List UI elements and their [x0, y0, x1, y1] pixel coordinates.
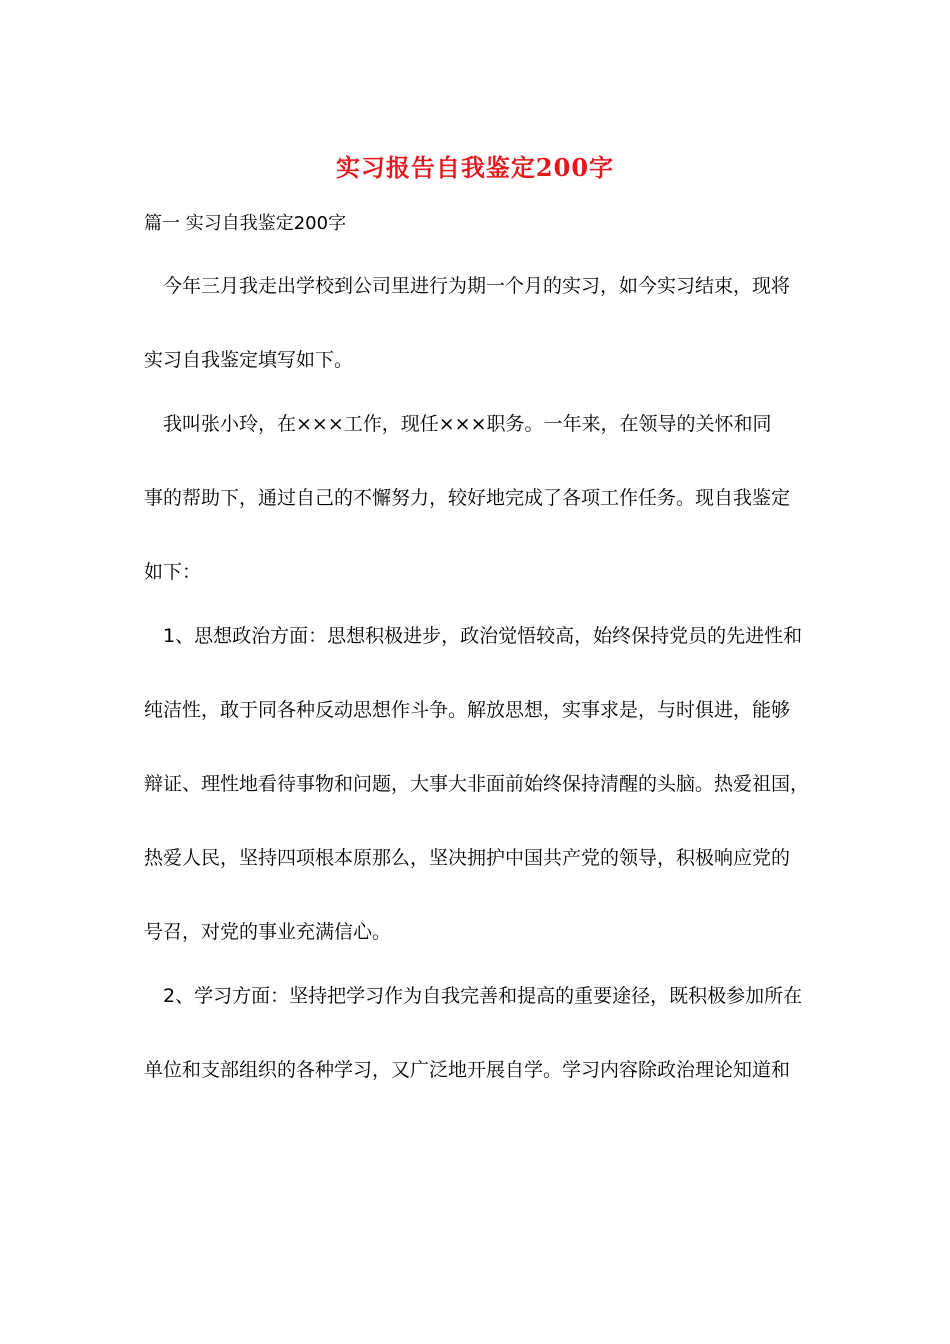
section-heading: 篇一 实习自我鉴定200字 [144, 213, 347, 234]
paragraph-line: 事的帮助下，通过自己的不懈努力，较好地完成了各项工作任务。现自我鉴定 [144, 487, 791, 509]
paragraph-line: 实习自我鉴定填写如下。 [144, 349, 354, 371]
paragraph-line: 如下： [144, 561, 202, 583]
paragraph-line: 热爱人民，坚持四项根本原那么，坚决拥护中国共产党的领导，积极响应党的 [144, 847, 791, 869]
paragraph-line: 1、思想政治方面：思想积极进步，政治觉悟较高，始终保持党员的先进性和 [163, 625, 803, 647]
paragraph-line: 纯洁性，敢于同各种反动思想作斗争。解放思想，实事求是，与时俱进，能够 [144, 699, 791, 721]
paragraph-line: 辩证、理性地看待事物和问题，大事大非面前始终保持清醒的头脑。热爱祖国， [144, 773, 810, 795]
paragraph-line: 我叫张小玲，在×××工作，现任×××职务。一年来，在领导的关怀和同 [163, 413, 772, 435]
paragraph-line: 号召，对党的事业充满信心。 [144, 921, 392, 943]
paragraph-line: 今年三月我走出学校到公司里进行为期一个月的实习，如今实习结束，现将 [163, 275, 791, 297]
document-title: 实习报告自我鉴定200字 [335, 153, 615, 182]
paragraph-line: 单位和支部组织的各种学习，又广泛地开展自学。学习内容除政治理论知道和 [144, 1059, 791, 1081]
paragraph-line: 2、学习方面：坚持把学习作为自我完善和提高的重要途径，既积极参加所在 [163, 985, 803, 1007]
